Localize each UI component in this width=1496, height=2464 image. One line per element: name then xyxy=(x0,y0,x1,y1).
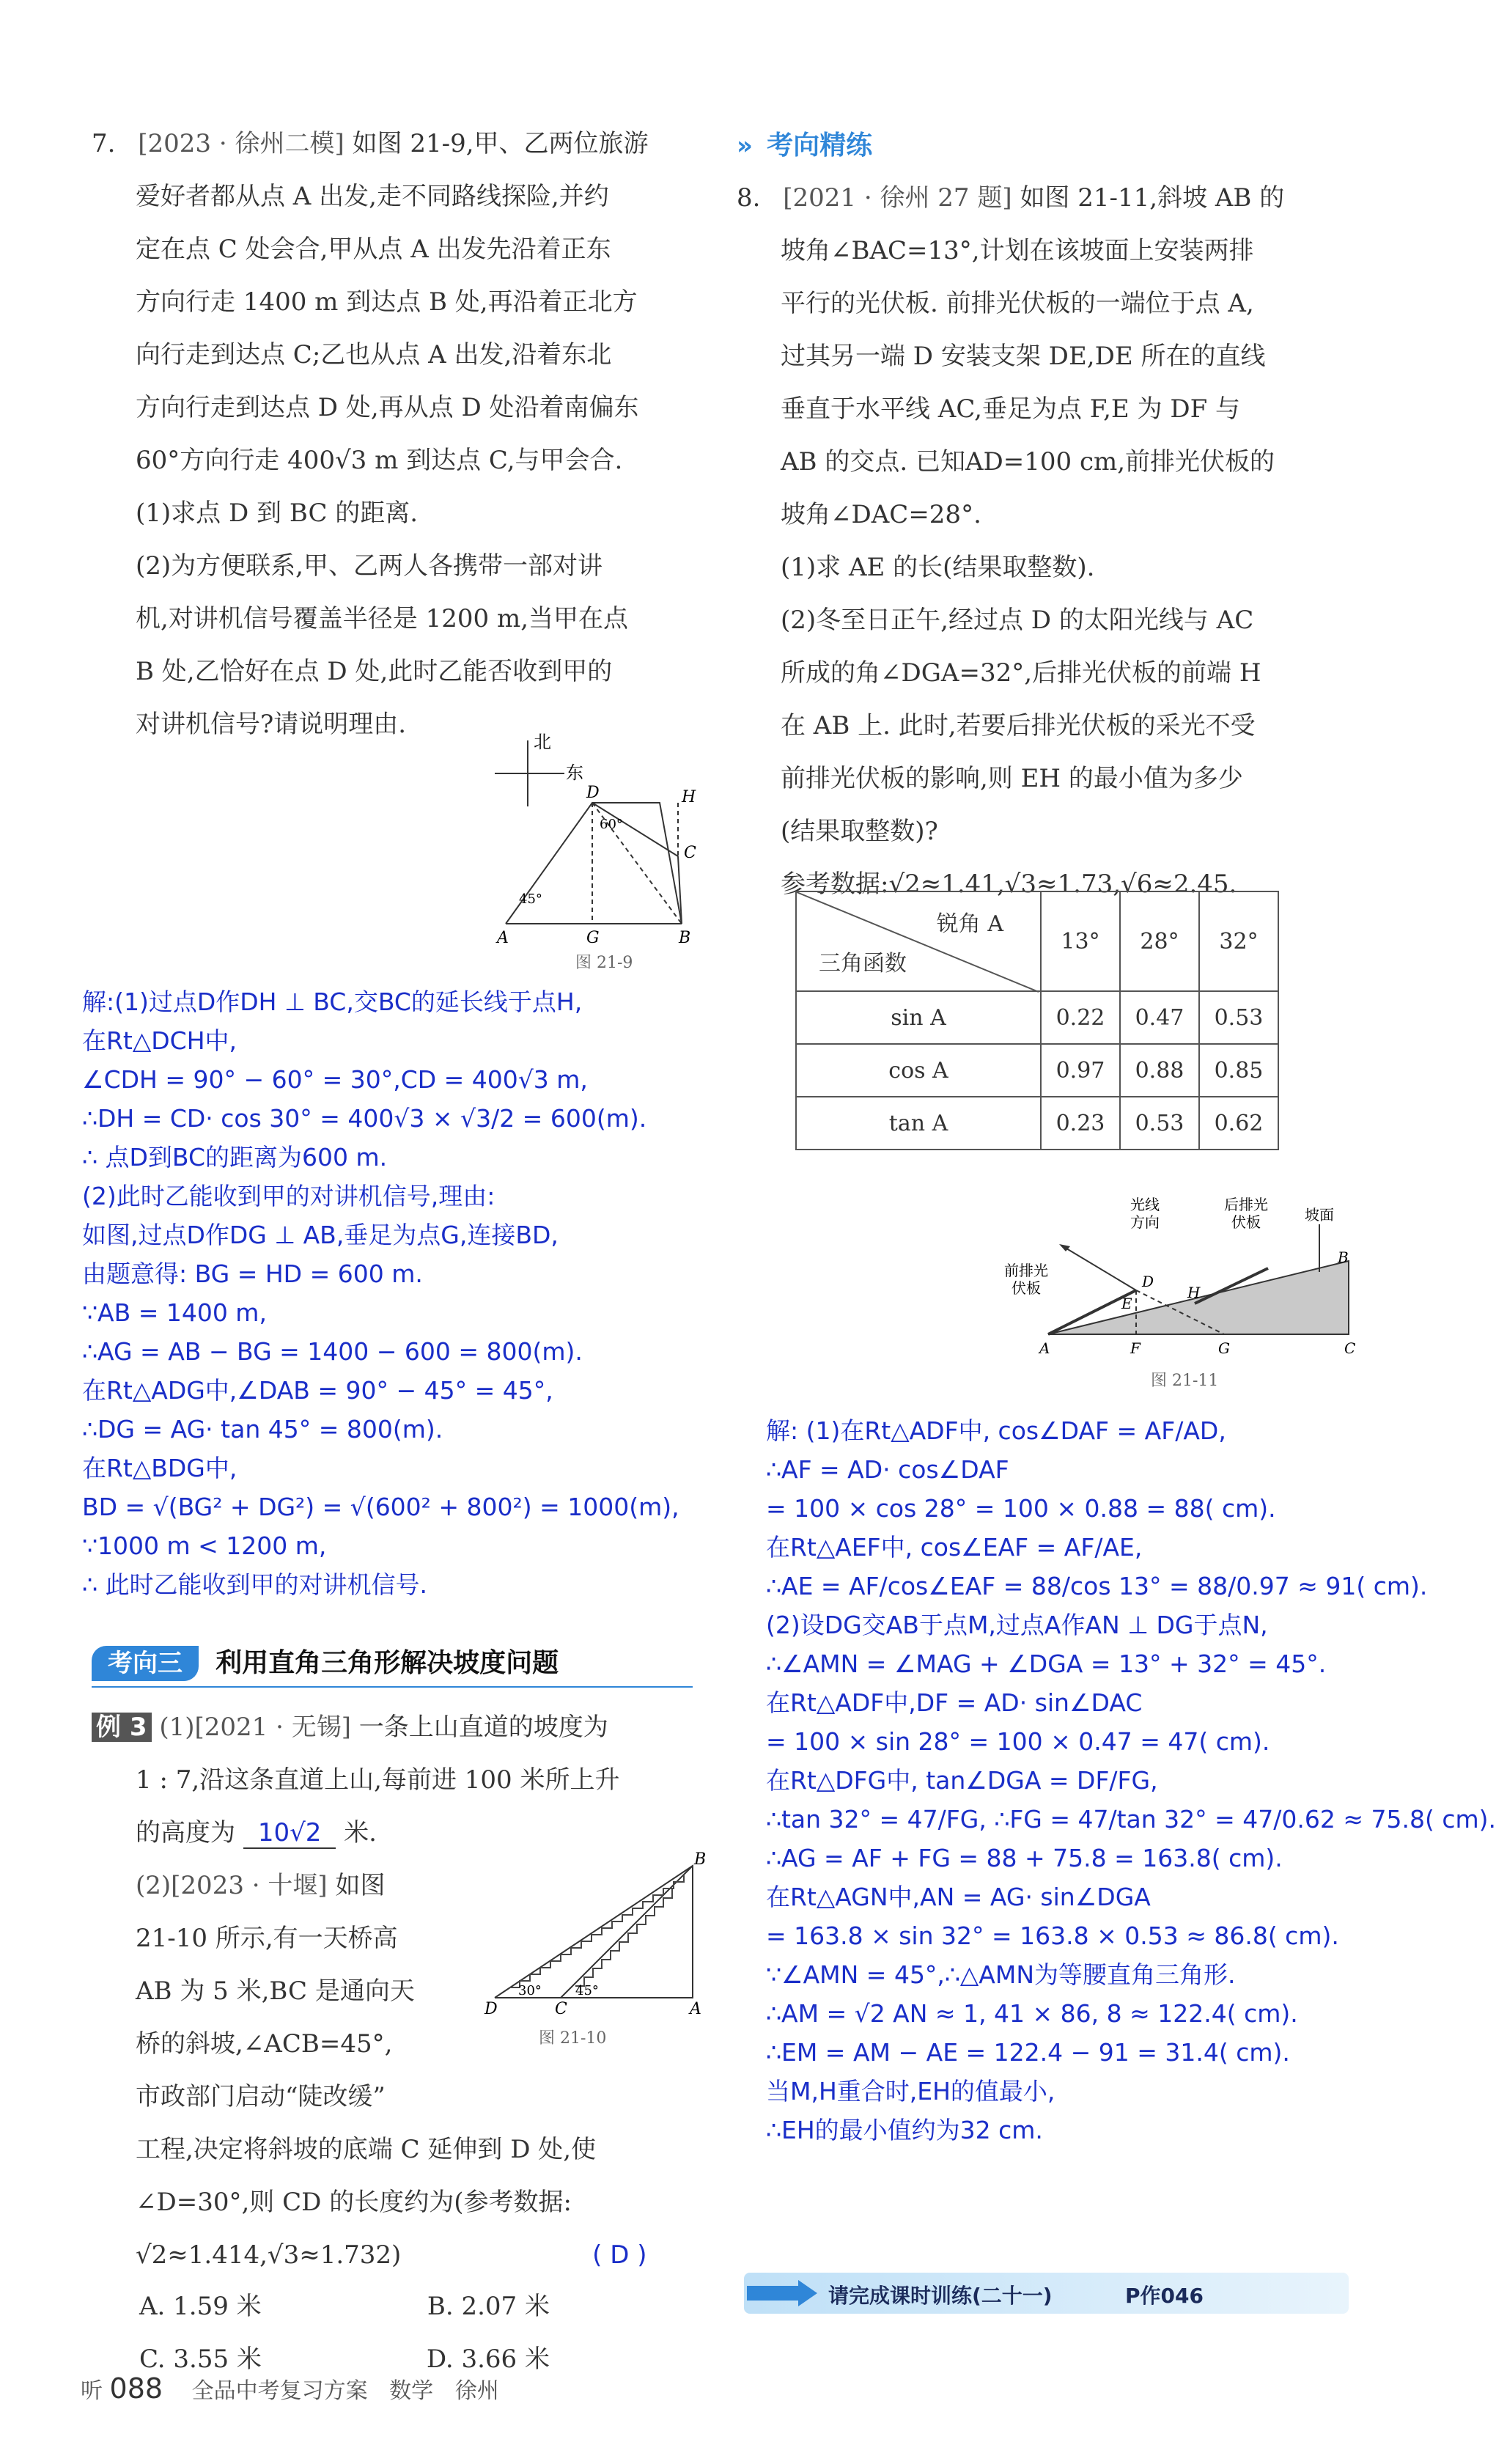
q8-line: (结果取整数)? xyxy=(781,817,938,846)
ex3-p2-line: AB 为 5 米,BC 是通向天 xyxy=(136,1976,415,2006)
section-3-tag: 考向三 xyxy=(92,1646,199,1681)
fig9-G: G xyxy=(586,929,600,947)
practice-header xyxy=(737,125,872,162)
table-cell: 0.88 xyxy=(1120,1044,1199,1097)
q8-solution xyxy=(766,1411,1496,2149)
q8-line: 平行的光伏板. 前排光伏板的一端位于点 A, xyxy=(781,289,1254,318)
solution-line: ∵1000 m < 1200 m, xyxy=(82,1531,327,1560)
q7-line: (1)求点 D 到 BC 的距离. xyxy=(136,499,419,528)
ex3-p2-answer: D xyxy=(610,2240,630,2270)
ex3-p1-line: 一条上山直道的坡度为 xyxy=(358,1713,608,1742)
example-3-part1-body xyxy=(136,1754,619,1859)
table-cell: sin A xyxy=(796,991,1041,1044)
fig9-A: A xyxy=(497,929,509,947)
q8-number: 8. xyxy=(737,183,761,213)
solution-line: = 100 × sin 28° = 100 × 0.47 = 47( cm). xyxy=(766,1727,1270,1756)
solution-line: ∴AG = AB − BG = 1400 − 600 = 800(m). xyxy=(82,1337,583,1366)
fig11-direction: 方向 xyxy=(1130,1213,1160,1231)
trig-table xyxy=(795,891,1279,1150)
fig11-front2: 伏板 xyxy=(1012,1279,1041,1297)
example-3-label: 例 3 xyxy=(92,1713,152,1742)
table-cell: 0.97 xyxy=(1041,1044,1120,1097)
ex3-p2-line: 如图 xyxy=(335,1871,386,1900)
table-header: 13° xyxy=(1041,891,1120,991)
fig11-rear2: 伏板 xyxy=(1231,1213,1261,1231)
table-cell: 0.47 xyxy=(1120,991,1199,1044)
ex3-p2-line: 桥的斜坡,∠ACB=45°, xyxy=(136,2029,393,2059)
q8-line: AB 的交点. 已知AD=100 cm,前排光伏板的 xyxy=(781,447,1275,477)
fig10-B: B xyxy=(694,1850,707,1869)
solution-line: 由题意得: BG = HD = 600 m. xyxy=(82,1259,423,1288)
q7-line: B 处,乙恰好在点 D 处,此时乙能否收到甲的 xyxy=(136,657,613,686)
corner-top: 锐角 A xyxy=(936,911,1003,937)
practice-title: 考向精练 xyxy=(767,130,873,161)
arrow-right-icon xyxy=(747,2280,820,2306)
table-cell: cos A xyxy=(796,1044,1041,1097)
solution-line: 解: (1)在Rt△ADF中, cos∠DAF = AF/AD, xyxy=(766,1416,1226,1445)
solution-line: (2)此时乙能收到甲的对讲机信号,理由: xyxy=(82,1182,495,1210)
fig11-G: G xyxy=(1218,1339,1230,1357)
ex3-p2-source: (2)[2023 · 十堰] xyxy=(136,1871,328,1900)
table-cell: 0.53 xyxy=(1120,1097,1199,1150)
solution-line: ∴AM = √2 AN ≈ 1, 41 × 86, 8 ≈ 122.4( cm). xyxy=(766,1999,1298,2028)
fig10-caption: 图 21-10 xyxy=(539,2029,607,2048)
fig9-D: D xyxy=(586,784,600,802)
fig9-caption: 图 21-9 xyxy=(575,954,633,972)
q7-number: 7. xyxy=(92,129,116,158)
section-3-header xyxy=(92,1642,693,1688)
solution-line: ∴ 此时乙能收到甲的对讲机信号. xyxy=(82,1570,427,1599)
fig9-east: 东 xyxy=(566,762,583,783)
q8-line: 所成的角∠DGA=32°,后排光伏板的前端 H xyxy=(781,658,1261,688)
solution-line: = 100 × cos 28° = 100 × 0.88 = 88( cm). xyxy=(766,1494,1276,1523)
solution-line: ∴EH的最小值约为32 cm. xyxy=(766,2116,1043,2144)
ex3-p2-line: ∠D=30°,则 CD 的长度约为(参考数据: xyxy=(136,2188,572,2217)
page-footer xyxy=(81,2372,499,2405)
q8-header xyxy=(737,172,1284,224)
solution-line: 当M,H重合时,EH的值最小, xyxy=(766,2077,1055,2106)
option-b: B. 2.07 米 xyxy=(427,2292,550,2321)
fig11-F: F xyxy=(1130,1339,1141,1357)
q7-source: [2023 · 徐州二模] xyxy=(138,129,344,158)
table-row xyxy=(796,1097,1278,1150)
ex3-p1-source: (1)[2021 · 无锡] xyxy=(159,1713,351,1742)
table-cell: 0.62 xyxy=(1199,1097,1278,1150)
q7-line: 爱好者都从点 A 出发,走不同路线探险,并约 xyxy=(136,182,609,211)
table-cell: 0.85 xyxy=(1199,1044,1278,1097)
fig11-rear: 后排光 xyxy=(1224,1196,1268,1213)
footer-subject: 数学 xyxy=(389,2378,434,2404)
solution-line: 在Rt△AGN中,AN = AG· sin∠DGA xyxy=(766,1883,1151,1911)
table-header: 32° xyxy=(1199,891,1278,991)
banner-page: P作046 xyxy=(1125,2284,1204,2308)
q8-line: (1)求 AE 的长(结果取整数). xyxy=(781,553,1095,582)
footer-region: 徐州 xyxy=(454,2378,499,2404)
page-number: 088 xyxy=(109,2372,163,2405)
solution-line: ∵AB = 1400 m, xyxy=(82,1298,267,1327)
fig9-H: H xyxy=(682,788,696,806)
example-3-part2: (2)[2023 · 十堰] 如图 21-10 所示,有一天桥高 AB 为 5 米,BC 是通向天 桥的斜坡,∠ACB=45°, 市政部门启动“陡改缓” 工程,决定将斜坡的底端 C 延伸到 D 处,使 ∠D=30°,则 CD 的长度约为(参考数据: √2≈1.414,√3≈1.732) ( D ) xyxy=(136,1871,647,2270)
q8-source: [2021 · 徐州 27 题] xyxy=(783,183,1012,213)
example-3-part1 xyxy=(92,1701,608,1754)
ex3-p1-unit: 米. xyxy=(344,1818,377,1847)
table-cell: 0.22 xyxy=(1041,991,1120,1044)
option-d: D. 3.66 米 xyxy=(426,2345,550,2374)
corner-bottom: 三角函数 xyxy=(819,951,907,977)
fig9-C: C xyxy=(684,844,696,862)
solution-line: ∴AF = AD· cos∠DAF xyxy=(766,1455,1009,1484)
fig11-A: A xyxy=(1039,1339,1050,1357)
solution-line: ∴EM = AM − AE = 122.4 − 91 = 31.4( cm). xyxy=(766,2038,1290,2067)
solution-line: 在Rt△DCH中, xyxy=(82,1026,237,1055)
fig9-angle60: 60° xyxy=(600,817,623,832)
q8-line: 坡角∠DAC=28°. xyxy=(781,500,981,529)
ex3-p2-line: 市政部门启动“陡改缓” xyxy=(136,2082,386,2111)
table-row xyxy=(796,991,1278,1044)
ex3-p2-line: 工程,决定将斜坡的底端 C 延伸到 D 处,使 xyxy=(136,2135,597,2164)
q8-line: 过其另一端 D 安装支架 DE,DE 所在的直线 xyxy=(781,342,1266,371)
table-corner xyxy=(796,891,1041,991)
q7-line: 机,对讲机信号覆盖半径是 1200 m,当甲在点 xyxy=(136,604,628,633)
solution-line: ∴tan 32° = 47/FG, ∴FG = 47/tan 32° = 47/0.62 ≈ 75.8( cm). xyxy=(766,1805,1496,1834)
solution-line: 如图,过点D作DG ⊥ AB,垂足为点G,连接BD, xyxy=(82,1221,559,1249)
option-c: C. 3.55 米 xyxy=(139,2345,262,2374)
ex3-options xyxy=(139,2280,550,2386)
solution-line: 在Rt△BDG中, xyxy=(82,1454,237,1482)
fig10-C: C xyxy=(555,2000,567,2018)
fig11-C: C xyxy=(1344,1339,1356,1357)
solution-line: 在Rt△ADF中,DF = AD· sin∠DAC xyxy=(766,1688,1143,1717)
q8-line: 前排光伏板的影响,则 EH 的最小值为多少 xyxy=(781,764,1243,793)
figure-21-9 xyxy=(484,726,704,975)
table-row xyxy=(796,1044,1278,1097)
q7-line: 方向行走到达点 D 处,再从点 D 处沿着南偏东 xyxy=(136,393,639,422)
solution-line: 在Rt△ADG中,∠DAB = 90° − 45° = 45°, xyxy=(82,1376,553,1405)
ex3-p1-answer: 10√2 xyxy=(243,1818,336,1849)
fig11-D: D xyxy=(1142,1273,1154,1290)
table-cell: tan A xyxy=(796,1097,1041,1150)
fig10-A: A xyxy=(690,2000,701,2018)
solution-line: = 163.8 × sin 32° = 163.8 × 0.53 ≈ 86.8( cm). xyxy=(766,1921,1339,1950)
q7-line: 向行走到达点 C;乙也从点 A 出发,沿着东北 xyxy=(136,340,612,369)
fig10-angle45: 45° xyxy=(575,1983,599,1998)
q7-line: 60°方向行走 400√3 m 到达点 C,与甲会合. xyxy=(136,446,623,475)
ex3-p1-line: 的高度为 xyxy=(136,1818,235,1847)
q7-header xyxy=(92,117,649,170)
q8-line: 如图 21-11,斜坡 AB 的 xyxy=(1020,183,1285,213)
solution-line: ∴∠AMN = ∠MAG + ∠DGA = 13° + 32° = 45°. xyxy=(766,1650,1327,1678)
option-a: A. 1.59 米 xyxy=(139,2292,262,2321)
section-3-title: 利用直角三角形解决坡度问题 xyxy=(215,1648,559,1678)
fig11-B: B xyxy=(1338,1248,1349,1266)
q8-line: 坡角∠BAC=13°,计划在该坡面上安装两排 xyxy=(781,236,1254,265)
table-cell: 0.23 xyxy=(1041,1097,1120,1150)
q7-line: 方向行走 1400 m 到达点 B 处,再沿着正北方 xyxy=(136,287,638,317)
double-chevron-icon: » xyxy=(737,131,753,161)
q8-line: (2)冬至日正午,经过点 D 的太阳光线与 AC xyxy=(781,606,1254,635)
ex3-p2-line: 21-10 所示,有一天桥高 xyxy=(136,1924,398,1953)
fig9-angle45: 45° xyxy=(519,891,542,907)
footer-book: 全品中考复习方案 xyxy=(191,2378,368,2404)
fig9-north: 北 xyxy=(534,732,551,752)
solution-line: (2)设DG交AB于点M,过点A作AN ⊥ DG于点N, xyxy=(766,1611,1268,1639)
ex3-p1-line: 1 : 7,沿这条直道上山,每前进 100 米所上升 xyxy=(136,1765,620,1795)
q7-line: 如图 21-9,甲、乙两位旅游 xyxy=(352,129,649,158)
solution-line: 在Rt△DFG中, tan∠DGA = DF/FG, xyxy=(766,1766,1158,1795)
fig11-front: 前排光 xyxy=(1004,1262,1048,1279)
solution-line: ∴DH = CD· cos 30° = 400√3 × √3/2 = 600(m). xyxy=(82,1104,647,1133)
fig10-angle30: 30° xyxy=(518,1983,542,1998)
fig11-light: 光线 xyxy=(1130,1196,1160,1213)
fig11-E: E xyxy=(1121,1295,1132,1312)
solution-line: ∴AG = AF + FG = 88 + 75.8 = 163.8( cm). xyxy=(766,1844,1283,1872)
q8-line: 参考数据:√2≈1.41,√3≈1.73,√6≈2.45. xyxy=(781,869,1237,899)
table-cell: 0.53 xyxy=(1199,991,1278,1044)
q7-solution xyxy=(82,982,679,1604)
fig10-D: D xyxy=(484,2000,498,2018)
solution-line: ∠CDH = 90° − 60° = 30°,CD = 400√3 m, xyxy=(82,1065,588,1094)
homework-banner[interactable] xyxy=(744,2273,1349,2314)
q8-line: 垂直于水平线 AC,垂足为点 F,E 为 DF 与 xyxy=(781,394,1240,424)
solution-line: ∴ 点D到BC的距离为600 m. xyxy=(82,1143,388,1172)
q8-line: 在 AB 上. 此时,若要后排光伏板的采光不受 xyxy=(781,711,1256,740)
fig9-B: B xyxy=(679,929,691,947)
solution-line: BD = √(BG² + DG²) = √(600² + 800²) = 1000(m), xyxy=(82,1493,679,1521)
q7-line: 定在点 C 处会合,甲从点 A 出发先沿着正东 xyxy=(136,235,611,264)
ex3-p2-line: √2≈1.414,√3≈1.732) xyxy=(136,2240,402,2270)
fig11-H: H xyxy=(1187,1284,1201,1301)
solution-line: 解:(1)过点D作DH ⊥ BC,交BC的延长线于点H, xyxy=(82,988,583,1016)
footer-prefix: 听 xyxy=(81,2378,103,2404)
fig11-slope: 坡面 xyxy=(1305,1206,1334,1224)
solution-line: 在Rt△AEF中, cos∠EAF = AF/AE, xyxy=(766,1533,1143,1562)
figure-21-11 xyxy=(1004,1180,1356,1393)
solution-line: ∴DG = AG· tan 45° = 800(m). xyxy=(82,1415,443,1444)
fig11-caption: 图 21-11 xyxy=(1151,1372,1219,1390)
q7-line: (2)为方便联系,甲、乙两人各携带一部对讲 xyxy=(136,551,603,581)
solution-line: ∴AE = AF/cos∠EAF = 88/cos 13° = 88/0.97 ≈ 91( cm). xyxy=(766,1572,1428,1600)
table-header: 28° xyxy=(1120,891,1199,991)
q8-body xyxy=(781,224,1275,911)
banner-text: 请完成课时训练(二十一) xyxy=(828,2284,1053,2308)
q7-body xyxy=(136,170,639,751)
solution-line: ∵∠AMN = 45°,∴△AMN为等腰直角三角形. xyxy=(766,1960,1236,1989)
figure-21-10 xyxy=(480,1851,707,2071)
q7-line: 对讲机信号?请说明理由. xyxy=(136,710,407,739)
